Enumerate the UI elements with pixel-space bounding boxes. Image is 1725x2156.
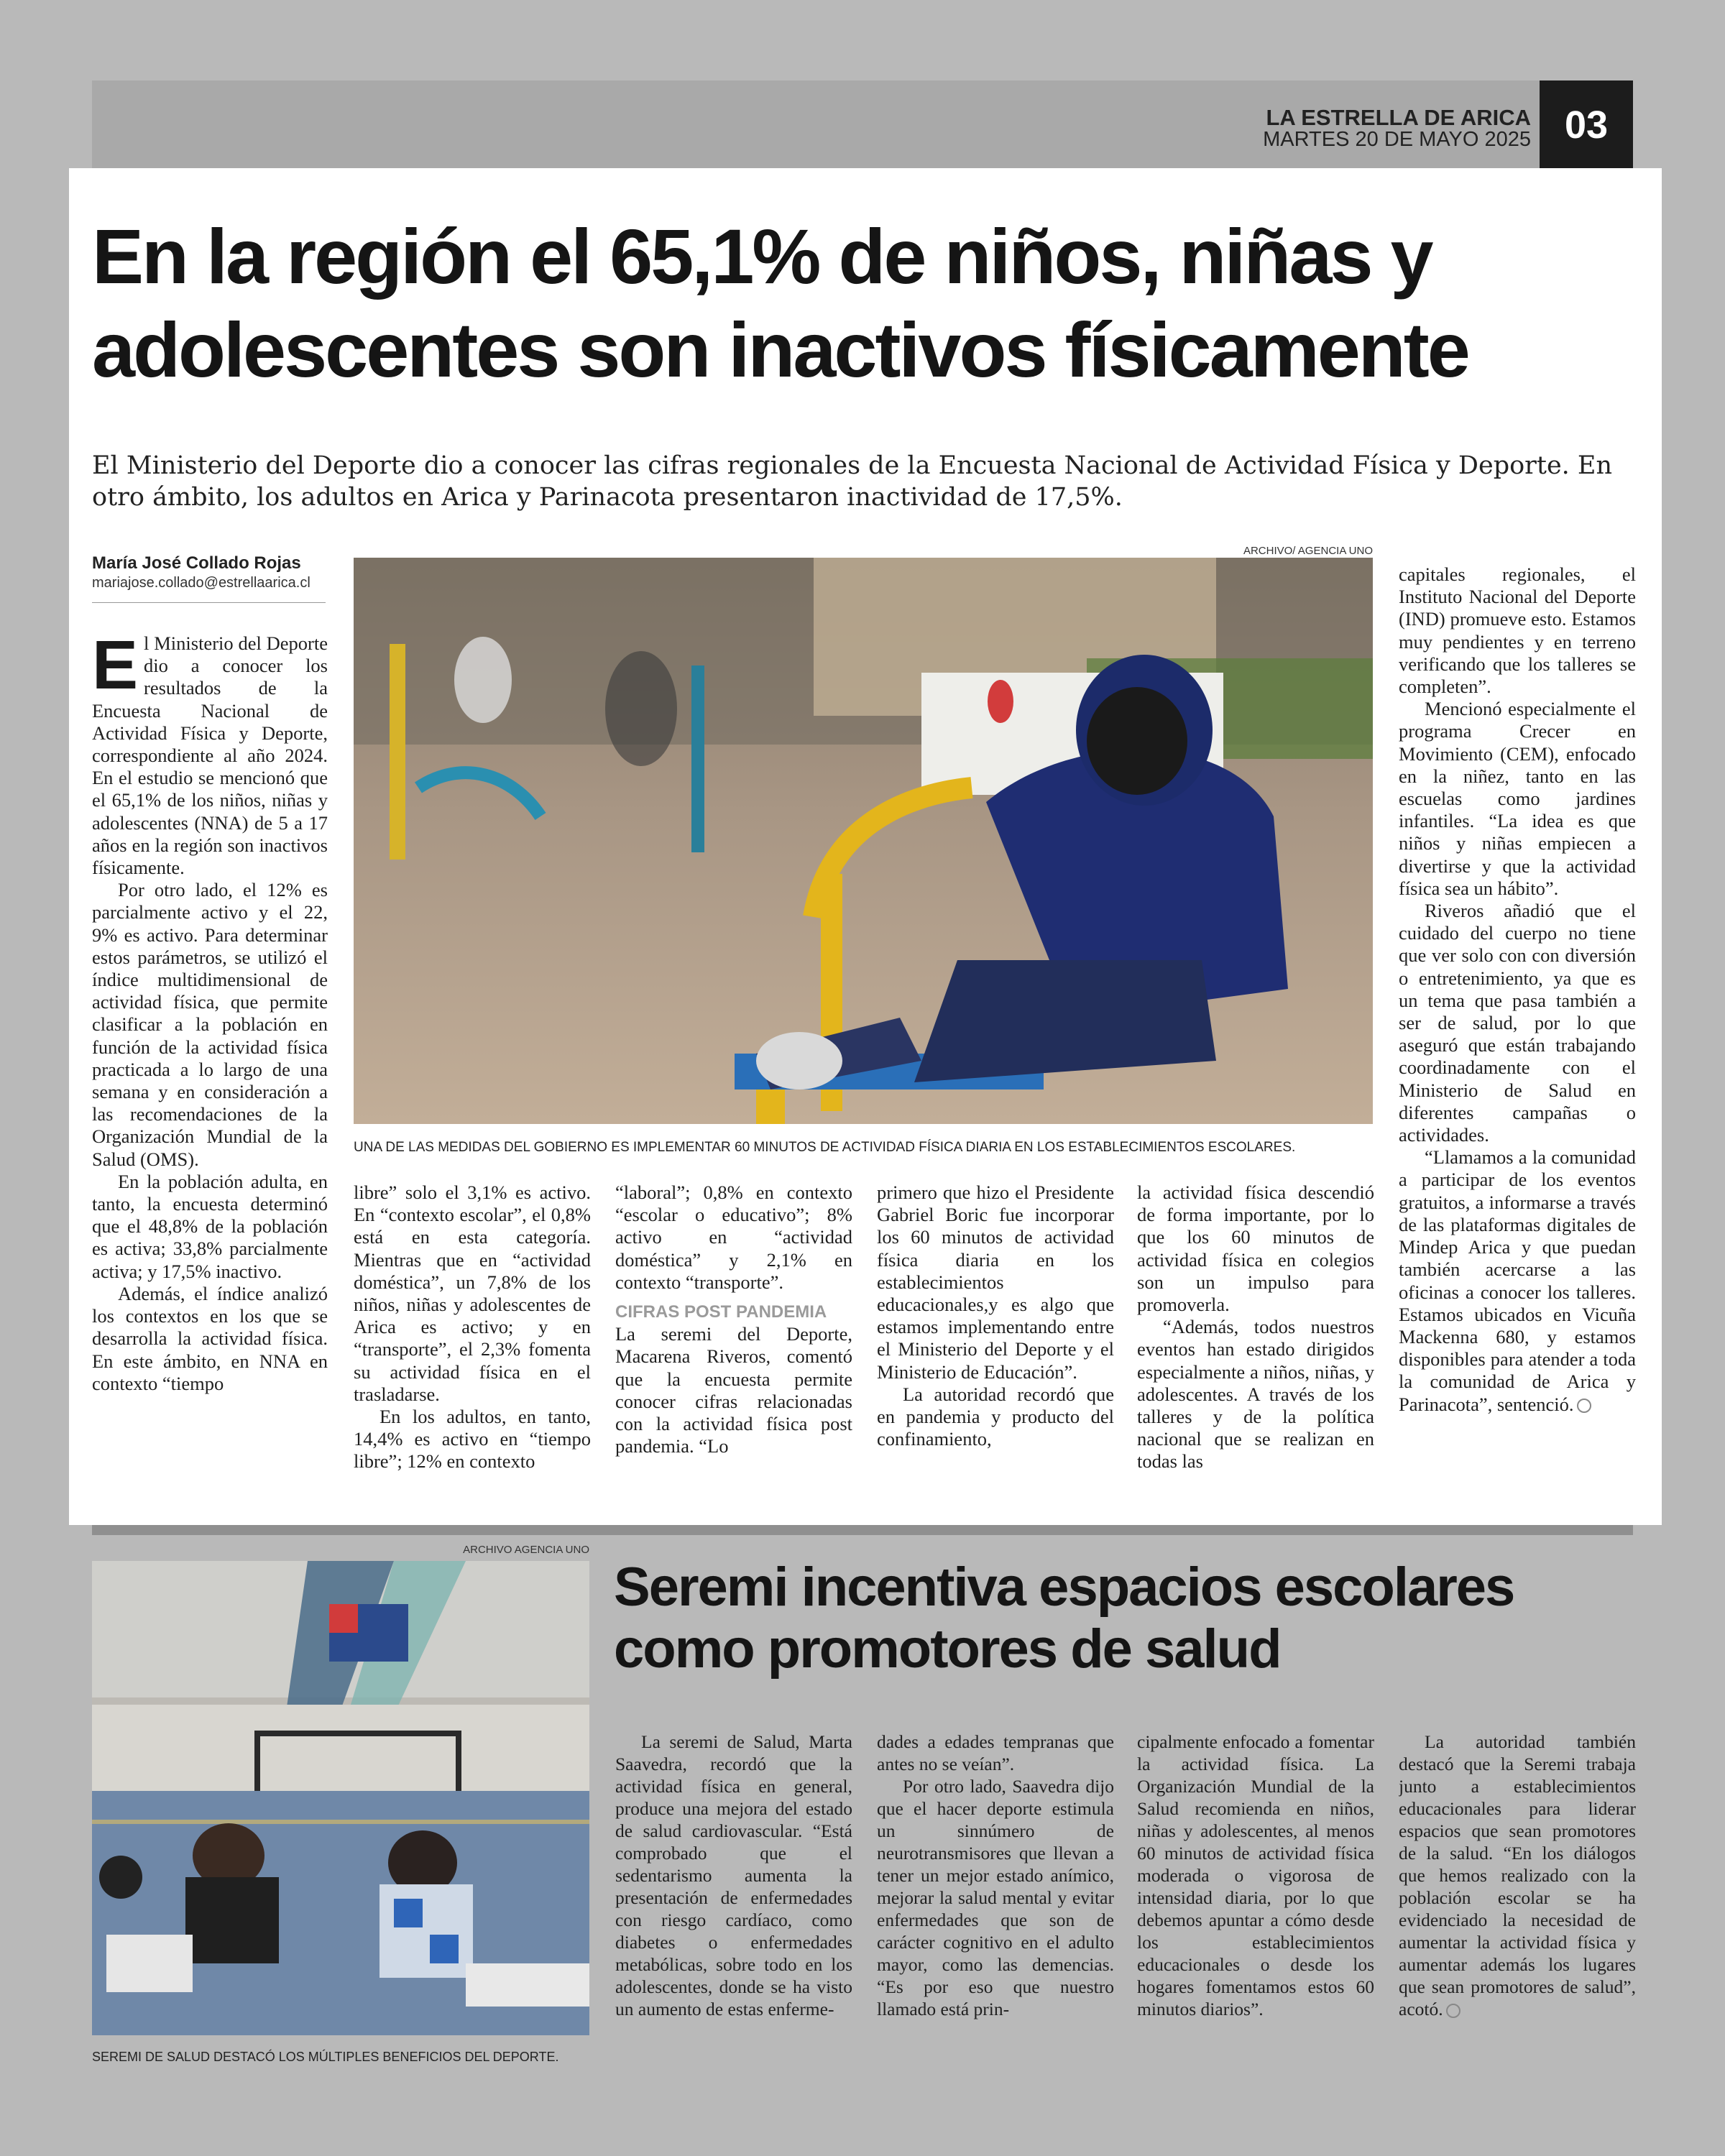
- second-photo-illustration: [92, 1561, 589, 2035]
- main-col6-paragraph: [1399, 1146, 1636, 1415]
- main-col-5: [1137, 1181, 1374, 1496]
- main-col6-closing-text: “Llamamos a la comunidad a participar de los eventos gratuitos, a informarse a través de las plataformas digitales de Mindep Arica y que puedan también acercarse a las oficinas a conocer los talleres. Estamos ubicados en Vicuña Mackenna 680, y estamos disponibles para atender a toda la comunidad de Arica y Parinacota”, sentenció.: [1399, 1146, 1636, 1415]
- second-col1-paragraph: La seremi de Salud, Marta Saavedra, recordó que la actividad física en general, produce una mejora del estado de salud cardiovascular. “Está comprobado que el sedentarismo aumenta la presentación de enfermedades con riesgo cardíaco, como diabetes o enfermedades metabólicas, sobre todo en los adolescentes, donde se ha visto un aumento de estas enferme-: [615, 1731, 852, 2019]
- section-divider: [92, 1525, 1633, 1535]
- main-col6-paragraph: capitales regionales, el Instituto Nacional del Deporte (IND) promueve esto. Estamos muy pendientes y en terreno verificando que los talleres se completen”.: [1399, 563, 1636, 698]
- second-col3-paragraph: cipalmente enfocado a fomentar la actividad física. La Organización Mundial de la Salud recomienda en niños, niñas y adolescentes, al menos 60 minutos de actividad física moderada o vigorosa de intensidad diaria, por lo que debemos apuntar a cómo desde los establecimientos educacionales o desde los hogares fomentamos estos 60 minutos diarios”.: [1137, 1731, 1374, 2019]
- main-col-4: [877, 1181, 1114, 1496]
- second-headline: Seremi incentiva espacios escolares como promotores de salud: [614, 1557, 1514, 1680]
- main-photo-credit: ARCHIVO/ AGENCIA UNO: [1243, 545, 1373, 557]
- main-col3-paragraph: La seremi del Deporte, Macarena Riveros, comentó que la encuesta permite conocer cifras relacionadas con la actividad física post pandemia. “Lo: [615, 1323, 852, 1457]
- second-col-3: [1137, 1731, 1374, 2068]
- main-col-1: [92, 632, 328, 1496]
- page-number: 03: [1540, 80, 1633, 170]
- main-photo: [354, 558, 1373, 1124]
- second-col2-paragraph: Por otro lado, Saavedra dijo que el hacer deporte estimula un sinnúmero de neurotransmisores que llevan a tener un mejor estado anímico, mejorar la salud mental y evitar enfermedades que son de carácter cognitivo en el adulto mayor, como las demencias. “Es por eso que nuestro llamado está prin-: [877, 1776, 1114, 2019]
- main-col-2: [354, 1181, 591, 1496]
- main-col4-paragraph: La autoridad recordó que en pandemia y producto del confinamiento,: [877, 1383, 1114, 1450]
- main-col-3: [615, 1181, 852, 1496]
- issue-date: MARTES 20 DE MAYO 2025: [1263, 128, 1531, 151]
- second-col-4: [1399, 1731, 1636, 2068]
- main-col1-paragraph: Por otro lado, el 12% es parcialmente activo y el 22, 9% es activo. Para determinar estos parámetros, se utilizó el índice multidimensional de actividad física, que permite clasificar a la población en función de la actividad física practicada a lo largo de una semana y en consideración a las recomendaciones de la Organización Mundial de la Salud (OMS).: [92, 879, 328, 1170]
- author-email: mariajose.collado@estrellaarica.cl: [92, 575, 310, 591]
- main-col1-paragraph: Además, el índice analizó los contextos en los que se desarrolla la actividad física. En este ámbito, en NNA en contexto “tiempo: [92, 1282, 328, 1394]
- second-photo: [92, 1561, 589, 2035]
- main-col2-paragraph: libre” solo el 3,1% es activo. En “contexto escolar”, el 0,8% está en esta categoría. Mientras que en “actividad doméstica”, un 7,8% de los niños, niñas y adolescentes de Arica es activo; y en “transporte”, el 2,3% fomenta su actividad física en el trasladarse.: [354, 1181, 591, 1405]
- main-col6-paragraph: Riveros añadió que el cuidado del cuerpo no tiene que ver solo con con diversión o entretenimiento, ya que es un tema que pasa también a ser de salud, por lo que aseguró que están trabajando coordinadamente con el Ministerio de Salud en diferentes campañas o actividades.: [1399, 900, 1636, 1146]
- main-col-6: [1399, 563, 1636, 1498]
- byline-divider: [92, 602, 326, 603]
- paper-name: LA ESTRELLA DE ARICA: [1266, 105, 1531, 130]
- second-col2-paragraph: dades a edades tempranas que antes no se veían”.: [877, 1731, 1114, 1774]
- end-of-article-icon: [1446, 2004, 1460, 2018]
- main-col5-paragraph: “Además, todos nuestros eventos han estado dirigidos especialmente a niños, niñas, y adolescentes. A través de los talleres y de la política nacional que se realizan en todas las: [1137, 1316, 1374, 1473]
- dropcap-letter: E: [92, 632, 139, 704]
- end-of-article-icon: [1577, 1399, 1591, 1413]
- main-col1-paragraph: En la población adulta, en tanto, la encuesta determinó que el 48,8% de la población es activa; 33,8% parcialmente activa; y 17,5% inactivo.: [92, 1170, 328, 1282]
- second-col4-paragraph: La autoridad también destacó que la Seremi trabaja junto a establecimientos educacionales para liderar espacios que sean promotores de la salud. “En los diálogos que hemos realizado con la población escolar se ha evidenciado la necesidad de aumentar la actividad física y aumentar además los lugares que sean promotores de salud”, acotó.: [1399, 1731, 1636, 2019]
- main-col1-paragraph: l Ministerio del Deporte dio a conocer los resultados de la Encuesta Nacional de Actividad Física y Deporte, correspondiente al año 2024. En el estudio se mencionó que el 65,1% de los niños, niñas y adolescentes (NNA) de 5 a 17 años en la región son inactivos físicamente.: [92, 632, 328, 879]
- second-col-2: [877, 1731, 1114, 2068]
- main-col6-paragraph: Mencionó especialmente el programa Crecer en Movimiento (CEM), enfocado en la niñez, tanto en las escuelas como jardines infantiles. “La idea es que niños y niñas empiecen a divertirse y que la actividad física sea un hábito”.: [1399, 698, 1636, 899]
- main-col2-paragraph: En los adultos, en tanto, 14,4% es activo en “tiempo libre”; 12% en contexto: [354, 1406, 591, 1473]
- main-col5-paragraph: la actividad física descendió de forma importante, por lo que los 60 minutos de actividad física en colegios son un impulso para promoverla.: [1137, 1181, 1374, 1316]
- main-photo-illustration: [354, 558, 1373, 1124]
- main-col3-paragraph: “laboral”; 0,8% en contexto “escolar o educativo”; 8% activo en “actividad doméstica” y 2,1% en contexto “transporte”.: [615, 1181, 852, 1293]
- main-photo-caption: UNA DE LAS MEDIDAS DEL GOBIERNO ES IMPLEMENTAR 60 MINUTOS DE ACTIVIDAD FÍSICA DIARIA EN LOS ESTABLECIMIENTOS ESCOLARES.: [354, 1140, 1296, 1155]
- main-headline: En la región el 65,1% de niños, niñas y adolescentes son inactivos físicamente: [92, 213, 1468, 393]
- main-subhead: El Ministerio del Deporte dio a conocer las cifras regionales de la Encuesta Nacional de Actividad Física y Deporte. En otro ámbito, los adultos en Arica y Parinacota presentaron inactividad de 17,5%.: [92, 451, 1613, 512]
- second-col-1: [615, 1731, 852, 2068]
- main-col4-paragraph: primero que hizo el Presidente Gabriel Boric fue incorporar los 60 minutos de actividad física diaria en los establecimientos educacionales,y es algo que estamos implementando entre el Ministerio del Deporte y el Ministerio de Educación”.: [877, 1181, 1114, 1383]
- author-name: María José Collado Rojas: [92, 553, 301, 573]
- second-photo-caption: SEREMI DE SALUD DESTACÓ LOS MÚLTIPLES BENEFICIOS DEL DEPORTE.: [92, 2050, 559, 2064]
- crosshead: CIFRAS POST PANDEMIA: [615, 1302, 827, 1322]
- second-photo-credit: ARCHIVO AGENCIA UNO: [463, 1544, 589, 1556]
